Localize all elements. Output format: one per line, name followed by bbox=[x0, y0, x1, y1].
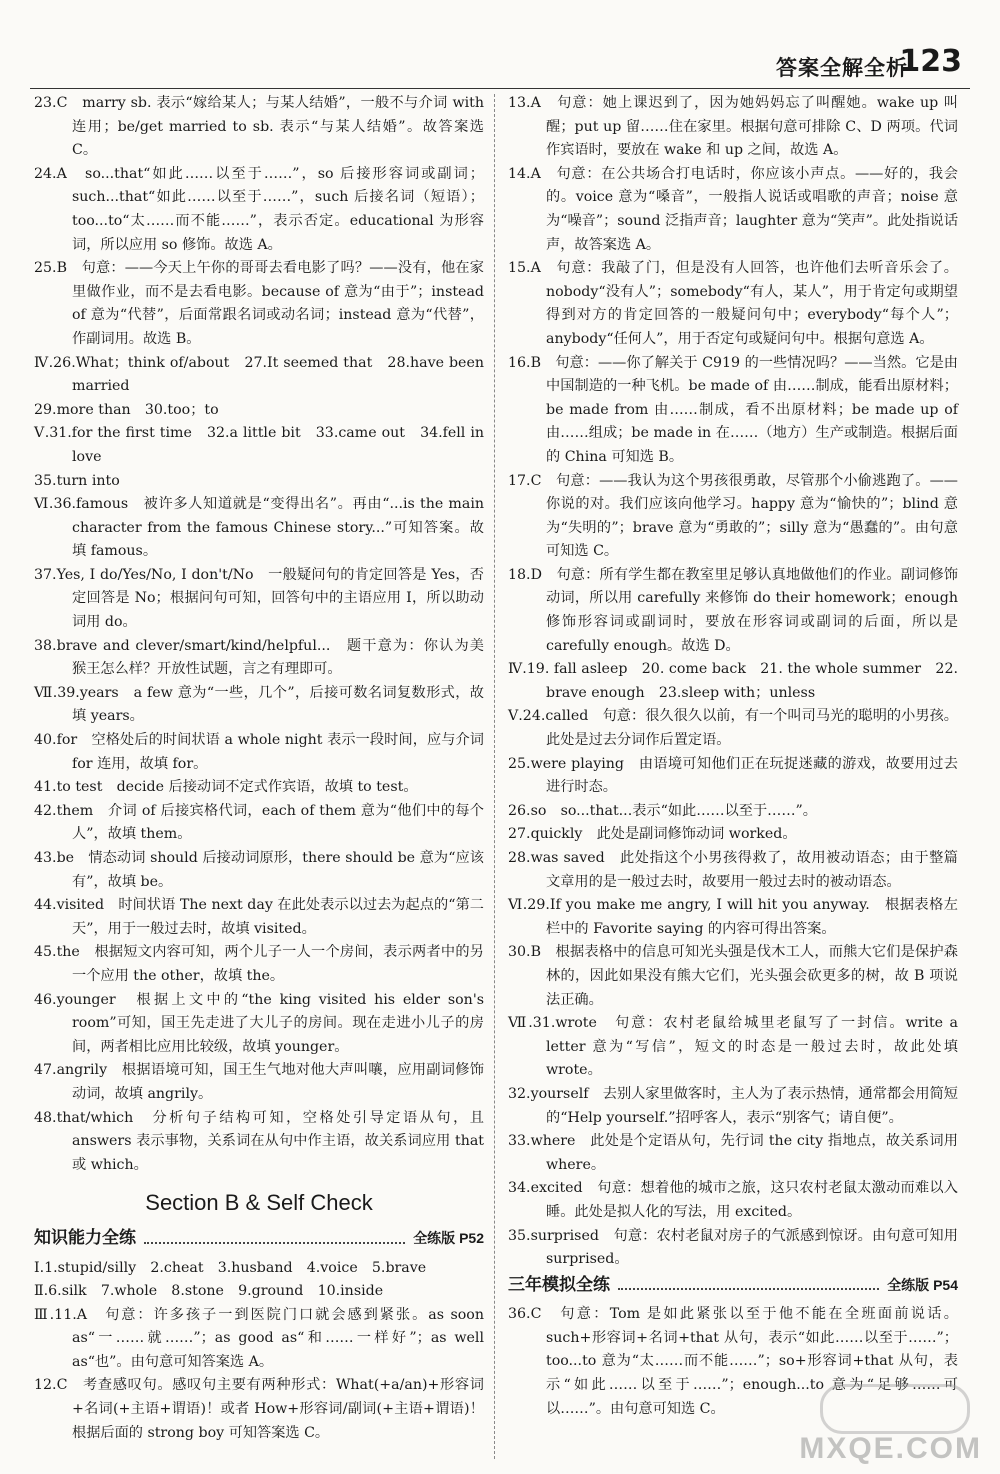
answer-item: Ⅱ.6.silk 7.whole 8.stone 9.ground 10.inside bbox=[34, 1283, 384, 1300]
answer-item: Ⅳ.19. fall asleep 20. come back 21. the whole summer 22. brave enough 23.sleep with；unless bbox=[508, 661, 958, 701]
answer-item: 13.A 句意：她上课迟到了，因为她妈妈忘了叫醒她。wake up 叫醒；put up 留……住在家里。根据句意可排除 C、D 两项。代词作宾语时，要放在 wake 和 up 之间，故选 A。 bbox=[508, 95, 958, 159]
left-answer-list bbox=[34, 92, 484, 1177]
answer-item: 38.brave and clever/smart/kind/helpful... 题干意为：你认为美猴王怎么样？开放性试题，言之有理即可。 bbox=[34, 637, 484, 678]
answer-item: 48.that/which 分析句子结构可知，空格处引导定语从句，且 answers 表示事物，关系词在从句中作主语，故关系词应用 that 或 which。 bbox=[34, 1109, 484, 1173]
answer-item: 29.more than 30.too；to bbox=[34, 401, 219, 418]
header-rule bbox=[30, 88, 970, 89]
bar-page: 全练版 P54 bbox=[887, 1276, 958, 1293]
answer-item: 25.were playing 由语境可知他们正在玩捉迷藏的游戏，故要用过去进行时态。 bbox=[508, 755, 958, 796]
answer-item: Ⅲ.11.A 句意：许多孩子一到医院门口就会感到紧张。as soon as“一……就……”；as good as“和……一样好”；as well as“也”。由句意可知答案选 A。 bbox=[34, 1306, 484, 1370]
bar-label: 知识能力全练 bbox=[34, 1227, 136, 1248]
answer-item: 36.C 句意：Tom 是如此紧张以至于他不能在全班面前说话。such+形容词+名词+that 从句，表示“如此……以至于……”；too...to 意为“太……而不能……”；so+形容词+that 从句，表示“如此……以至于……”；enough...to 意为“足够……可以……”。由句意可知选 C。 bbox=[508, 1306, 958, 1417]
left-answer-list-2 bbox=[34, 1257, 484, 1446]
answer-item: 30.B 根据表格中的信息可知光头强是伐木工人，而熊大它们是保护森林的，因此如果没有熊大它们，光头强会砍更多的树，故 B 项说法正确。 bbox=[508, 944, 958, 1008]
section-title: Section B & Self Check bbox=[145, 1190, 373, 1216]
answer-item: Ⅳ.26.What；think of/about 27.It seemed that 28.have been married bbox=[34, 354, 484, 395]
answer-item: Ⅶ.39.years a few 意为“一些，几个”，后接可数名词复数形式，故填 years。 bbox=[34, 684, 484, 725]
header-title: 答案全解全析 bbox=[776, 56, 908, 80]
answer-item: Ⅶ.31.wrote 句意：农村老鼠给城里老鼠写了一封信。write a letter 意为“写信”，短文的时态是一般过去时，故此处填 wrote。 bbox=[508, 1015, 958, 1079]
answer-item: 15.A 句意：我敲了门，但是没有人回答，也许他们去听音乐会了。nobody“没有人”；somebody“有人，某人”，用于肯定句或期望得到对方的肯定回答的一般疑问句中；everybody“每个人”；anybody“任何人”，用于否定句或疑问句中。根据句意选 A。 bbox=[508, 260, 958, 347]
answer-item: 32.yourself 去别人家里做客时，主人为了表示热情，通常都会用简短的“Help yourself.”招呼客人，表示“别客气；请自便”。 bbox=[508, 1085, 958, 1126]
left-column bbox=[34, 92, 484, 1462]
page-header bbox=[0, 0, 1000, 92]
bar-dots bbox=[144, 1234, 405, 1244]
answer-item: 44.visited 时间状语 The next day 在此处表示以过去为起点的“第二天”，用于一般过去时，故填 visited。 bbox=[34, 897, 484, 937]
answer-item: Ⅵ.29.If you make me angry, I will hit you anyway. 根据表格左栏中的 Favorite saying 的内容可得出答案。 bbox=[508, 897, 958, 937]
bar-dots bbox=[618, 1280, 879, 1290]
answer-item: Ⅴ.24.called 句意：很久很久以前，有一个叫司马光的聪明的小男孩。此处是过去分词作后置定语。 bbox=[508, 708, 958, 749]
answer-item: 26.so so...that...表示“如此……以至于……”。 bbox=[508, 802, 817, 819]
section-bar-knowledge bbox=[34, 1227, 484, 1251]
answer-item: 28.was saved 此处指这个小男孩得救了，故用被动语态；由于整篇文章用的是一般过去时，故要用一般过去时的被动语态。 bbox=[508, 850, 958, 890]
answer-item: Ⅰ.1.stupid/silly 2.cheat 3.husband 4.voice 5.brave bbox=[34, 1259, 427, 1276]
right-answer-list bbox=[508, 92, 958, 1272]
section-bar-three-year bbox=[508, 1274, 958, 1298]
answer-item: 46.younger 根据上文中的“the king visited his elder son's room”可知，国王先走进了大儿子的房间。现在走进小儿子的房间，两者相比应用比较级，故填 younger。 bbox=[34, 991, 484, 1055]
answer-item: 27.quickly 此处是副词修饰动词 worked。 bbox=[508, 826, 797, 843]
right-column bbox=[508, 92, 958, 1462]
answer-item: 42.them 介词 of 后接宾格代词，each of them 意为“他们中的每个人”，故填 them。 bbox=[34, 802, 484, 843]
answer-item: 35.surprised 句意：农村老鼠对房子的气派感到惊讶。由句意可知用 surprised。 bbox=[508, 1227, 958, 1268]
answer-item: 12.C 考查感叹句。感叹句主要有两种形式：What(+a/an)+形容词+名词(+主语+谓语)！或者 How+形容词/副词(+主语+谓语)！根据后面的 strong boy 可知答案选 C。 bbox=[34, 1377, 484, 1441]
bar-page: 全练版 P52 bbox=[413, 1229, 484, 1246]
answer-item: Ⅴ.31.for the first time 32.a little bit 33.came out 34.fell in love bbox=[34, 425, 484, 465]
answer-item: Ⅵ.36.famous 被许多人知道就是“变得出名”。再由“...is the main character from the famous Chinese story...”可知答案。故填 famous。 bbox=[34, 496, 484, 560]
answer-item: 23.C marry sb. 表示“嫁给某人；与某人结婚”，一般不与介词 with 连用；be/get married to sb. 表示“与某人结婚”。故答案选 C。 bbox=[34, 95, 484, 159]
answer-item: 25.B 句意：——今天上午你的哥哥去看电影了吗？——没有，他在家里做作业，而不是去看电影。because of 意为“由于”；instead of 意为“代替”，后面常跟名词或动名词；instead 意为“代替”，作副词用。故选 B。 bbox=[34, 260, 484, 347]
answer-item: 14.A 句意：在公共场合打电话时，你应该小声点。——好的，我会的。voice 意为“嗓音”，一般指人说话或唱歌的声音；noise 意为“噪音”；sound 泛指声音；laughter 意为“笑声”。此处指说话声，故答案选 A。 bbox=[508, 165, 959, 253]
answer-item: 33.where 此处是个定语从句，先行词 the city 指地点，故关系词用 where。 bbox=[508, 1133, 958, 1173]
answer-item: 16.B 句意：——你了解关于 C919 的一些情况吗？——当然。它是由中国制造的一种飞机。be made of 由……制成，能看出原材料；be made from 由……制成，看不出原材料；be made up of 由……组成；be made in 在……（地方）生产或制造。根据后面的 China 可知选 B。 bbox=[508, 354, 958, 465]
page-number: 123 bbox=[899, 44, 962, 79]
answer-item: 17.C 句意：——我认为这个男孩很勇敢，尽管那个小偷逃跑了。——你说的对。我们应该向他学习。happy 意为“愉快的”；blind 意为“失明的”；brave 意为“勇敢的”；silly 意为“愚蠢的”。由句意可知选 C。 bbox=[508, 472, 958, 560]
answer-item: 47.angrily 根据语境可知，国王生气地对他大声叫嚷，应用副词修饰动词，故填 angrily。 bbox=[34, 1062, 484, 1102]
column-divider bbox=[494, 94, 495, 1459]
answer-item: 35.turn into bbox=[34, 472, 120, 489]
answer-item: 37.Yes, I do/Yes/No, I don't/No 一般疑问句的肯定回答是 Yes，否定回答是 No；根据问句可知，回答句中的主语应用 I，所以助动词用 do。 bbox=[34, 566, 484, 631]
bar-label: 三年模拟全练 bbox=[508, 1274, 610, 1295]
answer-item: 18.D 句意：所有学生都在教室里足够认真地做他们的作业。副词修饰动词，所以用 carefully 来修饰 do their homework；enough 修饰形容词或副词时，要放在形容词或副词的后面，所以是 carefully enough。故选 D。 bbox=[508, 566, 958, 654]
answer-item: 40.for 空格处后的时间状语 a whole night 表示一段时间，应与介词 for 连用，故填 for。 bbox=[34, 732, 484, 772]
answer-item: 45.the 根据短文内容可知，两个儿子一人一个房间，表示两者中的另一个应用 the other，故填 the。 bbox=[34, 944, 484, 984]
answer-item: 34.excited 句意：想着他的城市之旅，这只农村老鼠太激动而难以入睡。此处是拟人化的写法，用 excited。 bbox=[508, 1180, 958, 1220]
answer-item: 41.to test decide 后接动词不定式作宾语，故填 to test。 bbox=[34, 779, 418, 796]
answer-item: 24.A so...that“如此……以至于……”，so 后接形容词或副词；such...that“如此……以至于……”，such 后接名词（短语）；too...to“太……而不能……”，表示否定。educational 为形容词，所以应用 so 修饰。故选 A。 bbox=[34, 165, 484, 253]
watermark-logo bbox=[820, 1384, 970, 1434]
watermark-text: MXQE.COM bbox=[799, 1432, 982, 1465]
answer-item: 43.be 情态动词 should 后接动词原形，there should be 意为“应该有”，故填 be。 bbox=[34, 850, 484, 890]
